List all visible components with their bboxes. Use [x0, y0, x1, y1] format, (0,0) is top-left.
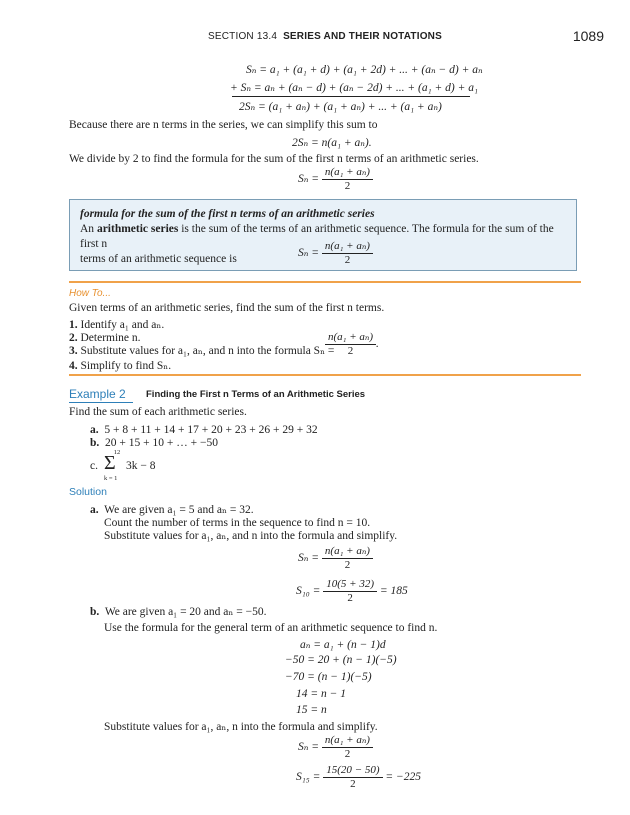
howto-step-3-formula: $\frac{\text{n(a₁ + aₙ)}}{2}$ . [325, 331, 379, 358]
example-label: Example 2 [69, 387, 126, 401]
howto-label: How To... [69, 288, 111, 299]
derivation-line-2: + Sₙ = aₙ + (aₙ − d) + (aₙ − 2d) + ... + (a₁ + d) + a₁ [230, 82, 478, 94]
solution-b-eq-2: −50 = 20 + (n − 1)(−5) [285, 654, 397, 666]
derivation-line-1: Sₙ = a₁ + (a₁ + d) + (a₁ + 2d) + ... + (aₙ − d) + aₙ [246, 64, 483, 76]
sigma-upper-limit: 12 [113, 449, 121, 456]
solution-b-eq-4: 14 = n − 1 [296, 688, 347, 700]
solution-b-eq-5: 15 = n [296, 704, 327, 716]
derivation-line-3: 2Sₙ = (a₁ + aₙ) + (a₁ + aₙ) + ... + (a₁ + aₙ) [239, 101, 442, 113]
solution-b-line-3: Substitute values for a₁, aₙ, n into the formula and simplify. [104, 721, 378, 733]
definition-formula: Sₙ = $\frac{\text{n(a₁ + aₙ)}}{2}$ [298, 240, 373, 267]
formula-sn: Sₙ = $\frac{\text{n(a₁ + aₙ)}}{2}$ [298, 166, 373, 193]
howto-rule-top [69, 281, 581, 283]
solution-b-eq-3: −70 = (n − 1)(−5) [285, 671, 372, 683]
example-part-b: b. 20 + 15 + 10 + … + −50 [90, 437, 218, 449]
solution-label: Solution [69, 486, 107, 498]
example-prompt: Find the sum of each arithmetic series. [69, 406, 247, 418]
solution-b-line-2: Use the formula for the general term of an arithmetic sequence to find n. [104, 622, 438, 634]
solution-a-formula: Sₙ = $\frac{\text{n(a₁ + aₙ)}}{2}$ [298, 545, 373, 572]
definition-body: An arithmetic series is the sum of the terms of an arithmetic sequence. The formula for the sum of the first n terms of an arithmetic sequence is [80, 223, 554, 265]
example-part-c: 3k − 8 [126, 460, 156, 472]
solution-b-line-1: b. We are given a₁ = 20 and aₙ = −50. [90, 606, 267, 618]
solution-b-eq-1: aₙ = a₁ + (n − 1)d [300, 639, 386, 651]
definition-title: formula for the sum of the first n terms of an arithmetic series [80, 208, 375, 220]
howto-rule-bottom [69, 374, 581, 376]
solution-b-formula: Sₙ = $\frac{\text{n(a₁ + aₙ)}}{2}$ [298, 734, 373, 761]
paragraph-simplify: Because there are n terms in the series, we can simplify this sum to [69, 119, 378, 131]
sigma-icon: Σ [104, 452, 116, 474]
section-heading: SECTION 13.4 SERIES AND THEIR NOTATIONS [208, 31, 442, 42]
howto-step-2: 2. Determine n. [69, 332, 141, 344]
example-part-c-label: c. [90, 460, 98, 472]
howto-step-4: 4. Simplify to find Sₙ. [69, 360, 172, 372]
solution-a-line-2: Count the number of terms in the sequence to find n = 10. [104, 517, 371, 529]
paragraph-divide: We divide by 2 to find the formula for the sum of the first n terms of an arithmetic series. [69, 153, 479, 165]
page-header [0, 28, 630, 47]
definition-box [69, 199, 577, 271]
solution-a-result: S₁₀ = $\frac{10(5 + 32)}{2}$ = 185 [296, 578, 408, 604]
solution-b-result: S₁₅ = $\frac{15(20 - 50)}{2}$ = −225 [296, 764, 422, 790]
howto-step-3: 3. Substitute values for a₁, aₙ, and n into the formula Sₙ = [69, 345, 335, 357]
example-underline [69, 402, 133, 403]
sigma-lower-limit: k = 1 [104, 475, 118, 482]
derivation-rule [232, 96, 470, 97]
solution-a-line-1: a. We are given a₁ = 5 and aₙ = 32. [90, 504, 254, 516]
example-part-a: a. 5 + 8 + 11 + 14 + 17 + 20 + 23 + 26 + 29 + 32 [90, 424, 318, 436]
howto-step-1: 1. Identify a₁ and aₙ. [69, 319, 165, 331]
example-title: Finding the First n Terms of an Arithmetic Series [146, 389, 366, 400]
solution-a-line-3: Substitute values for a₁, aₙ, and n into the formula and simplify. [104, 530, 398, 542]
equation-2sn: 2Sₙ = n(a₁ + aₙ). [292, 137, 372, 149]
howto-intro: Given terms of an arithmetic series, find the sum of the first n terms. [69, 302, 385, 314]
page-number: 1089 [572, 28, 604, 44]
